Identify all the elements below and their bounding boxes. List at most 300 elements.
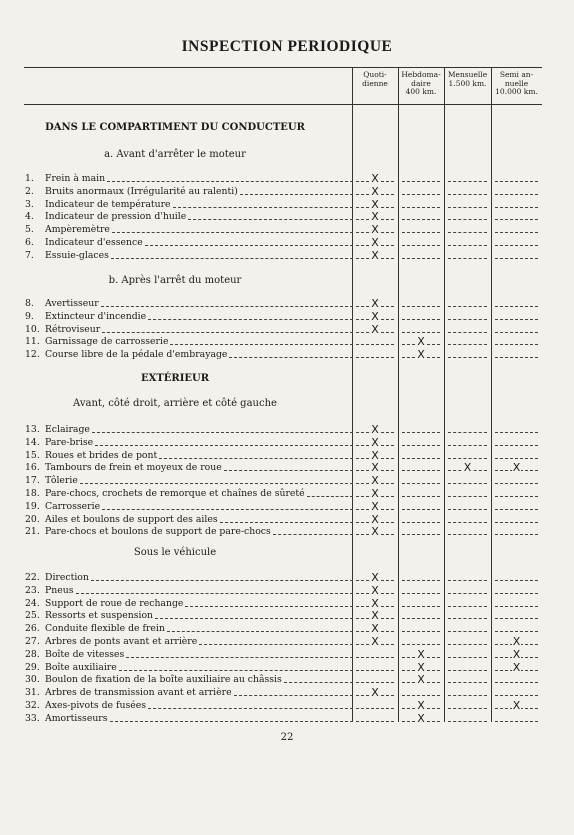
check-cell bbox=[444, 324, 491, 336]
check-cell bbox=[398, 713, 444, 725]
check-cell bbox=[444, 437, 491, 449]
inspection-row bbox=[25, 713, 353, 725]
check-mark: X bbox=[371, 309, 379, 323]
check-mark: X bbox=[371, 236, 379, 249]
check-cell bbox=[352, 224, 398, 236]
item-label: Amortisseurs bbox=[45, 712, 108, 724]
check-cell bbox=[491, 526, 542, 538]
check-cell bbox=[491, 173, 542, 185]
check-cell bbox=[444, 649, 491, 661]
check-cell bbox=[491, 450, 542, 462]
check-cell bbox=[352, 598, 398, 610]
item-number: 5. bbox=[25, 224, 34, 236]
cell-leader bbox=[448, 483, 487, 484]
check-mark: X bbox=[371, 248, 379, 262]
check-mark: X bbox=[371, 525, 379, 539]
check-mark: X bbox=[417, 660, 425, 674]
check-cell bbox=[398, 324, 444, 336]
inspection-row bbox=[25, 224, 353, 236]
inspection-row bbox=[25, 250, 353, 262]
cell-leader bbox=[448, 181, 487, 182]
cell-leader bbox=[495, 721, 538, 722]
check-cell bbox=[444, 687, 491, 699]
check-cell bbox=[491, 649, 542, 661]
leader-dots bbox=[199, 644, 353, 645]
cell-leader bbox=[448, 509, 487, 510]
cell-leader bbox=[495, 606, 538, 607]
item-number: 28. bbox=[25, 648, 40, 660]
inspection-row bbox=[25, 186, 353, 198]
check-mark: X bbox=[371, 583, 379, 597]
check-cell bbox=[491, 585, 542, 597]
cell-leader bbox=[402, 332, 440, 333]
inspection-row bbox=[25, 324, 353, 336]
cell-leader bbox=[448, 708, 487, 709]
leader-dots bbox=[167, 631, 353, 632]
leader-dots bbox=[185, 606, 353, 607]
check-cell bbox=[398, 687, 444, 699]
check-cell bbox=[491, 687, 542, 699]
inspection-row bbox=[25, 450, 353, 462]
inspection-row bbox=[25, 636, 353, 648]
check-cell bbox=[444, 237, 491, 249]
check-cell bbox=[491, 224, 542, 236]
item-label: Tôlerie bbox=[45, 475, 78, 487]
item-number: 10. bbox=[25, 323, 40, 335]
cell-leader bbox=[356, 682, 394, 683]
check-cell bbox=[398, 349, 444, 361]
column-header: Semi an- nuelle 10.000 km. bbox=[495, 70, 538, 96]
cell-leader bbox=[448, 344, 487, 345]
cell-leader bbox=[448, 618, 487, 619]
check-cell bbox=[398, 636, 444, 648]
cell-leader bbox=[448, 445, 487, 446]
leader-dots bbox=[148, 708, 353, 709]
check-cell bbox=[444, 514, 491, 526]
item-label: Pneus bbox=[45, 584, 74, 596]
item-number: 4. bbox=[25, 211, 34, 223]
cell-leader bbox=[402, 631, 440, 632]
cell-leader bbox=[402, 618, 440, 619]
check-cell bbox=[398, 662, 444, 674]
inspection-row bbox=[25, 173, 353, 185]
inspection-row bbox=[25, 424, 353, 436]
check-cell bbox=[491, 237, 542, 249]
item-label: Pare-brise bbox=[45, 436, 94, 448]
leader-dots bbox=[126, 657, 353, 658]
cell-leader bbox=[448, 695, 487, 696]
cell-leader bbox=[495, 319, 538, 320]
cell-leader bbox=[402, 522, 440, 523]
inspection-row bbox=[25, 514, 353, 526]
check-cell bbox=[444, 462, 491, 474]
check-mark: X bbox=[417, 335, 425, 349]
cell-leader bbox=[402, 306, 440, 307]
check-cell bbox=[398, 572, 444, 584]
check-cell bbox=[491, 199, 542, 211]
cell-leader bbox=[495, 232, 538, 233]
check-cell bbox=[352, 488, 398, 500]
leader-dots bbox=[188, 219, 353, 220]
item-number: 1. bbox=[25, 173, 34, 184]
cell-leader bbox=[448, 232, 487, 233]
item-label: Direction bbox=[45, 572, 89, 583]
check-mark: X bbox=[371, 210, 379, 224]
section-subheading: b. Après l'arrêt du moteur bbox=[108, 275, 242, 286]
cell-leader bbox=[495, 534, 538, 535]
check-cell bbox=[444, 173, 491, 185]
cell-leader bbox=[356, 657, 394, 658]
check-cell bbox=[352, 475, 398, 487]
cell-leader bbox=[402, 319, 440, 320]
cell-leader bbox=[495, 593, 538, 594]
item-number: 21. bbox=[25, 526, 40, 538]
cell-leader bbox=[495, 695, 538, 696]
item-label: Pare-chocs et boulons de support de pare-chocs bbox=[45, 526, 271, 538]
cell-leader bbox=[402, 695, 440, 696]
check-mark: X bbox=[371, 435, 379, 449]
item-number: 11. bbox=[25, 336, 40, 348]
item-label: Support de roue de rechange bbox=[45, 597, 184, 609]
cell-leader bbox=[495, 357, 538, 358]
check-cell bbox=[491, 636, 542, 648]
leader-dots bbox=[145, 245, 353, 246]
check-cell bbox=[491, 598, 542, 610]
cell-leader bbox=[448, 332, 487, 333]
cell-leader bbox=[448, 432, 487, 433]
item-label: Indicateur de température bbox=[45, 198, 171, 210]
check-cell bbox=[491, 475, 542, 487]
item-number: 19. bbox=[25, 500, 40, 512]
item-number: 26. bbox=[25, 623, 40, 635]
check-cell bbox=[352, 173, 398, 185]
check-cell bbox=[352, 250, 398, 262]
item-label: Course libre de la pédale d'embrayage bbox=[45, 349, 228, 361]
check-cell bbox=[491, 700, 542, 712]
leader-dots bbox=[240, 194, 353, 195]
check-cell bbox=[352, 298, 398, 310]
cell-leader bbox=[448, 496, 487, 497]
item-label: Bruits anormaux (Irrégularité au ralenti) bbox=[45, 185, 238, 197]
section-subheading: Sous le véhicule bbox=[133, 547, 217, 558]
check-cell bbox=[491, 488, 542, 500]
leader-dots bbox=[95, 445, 353, 446]
inspection-row bbox=[25, 662, 353, 674]
section-subheading: Avant, côté droit, arrière et côté gauche bbox=[73, 398, 277, 409]
item-number: 23. bbox=[25, 584, 40, 596]
cell-leader bbox=[448, 219, 487, 220]
section-subheading: a. Avant d'arrêter le moteur bbox=[104, 149, 246, 160]
item-label: Avertisseur bbox=[45, 298, 99, 309]
check-cell bbox=[444, 450, 491, 462]
inspection-row bbox=[25, 462, 353, 474]
item-label: Essuie-glaces bbox=[45, 249, 109, 261]
item-label: Rétroviseur bbox=[45, 323, 101, 335]
cell-leader bbox=[495, 483, 538, 484]
inspection-row bbox=[25, 700, 353, 712]
check-mark: X bbox=[371, 487, 379, 500]
check-cell bbox=[398, 475, 444, 487]
item-label: Pare-chocs, crochets de remorque et chaînes de sûreté bbox=[45, 488, 305, 499]
item-label: Arbres de ponts avant et arrière bbox=[45, 636, 198, 647]
check-cell bbox=[398, 610, 444, 622]
item-number: 32. bbox=[25, 700, 40, 711]
check-cell bbox=[352, 424, 398, 436]
check-cell bbox=[444, 585, 491, 597]
check-cell bbox=[491, 462, 542, 474]
column-header: Hebdoma- daire 400 km. bbox=[401, 70, 441, 96]
section-heading: DANS LE COMPARTIMENT DU CONDUCTEUR bbox=[45, 122, 305, 133]
inspection-row bbox=[25, 501, 353, 513]
check-cell bbox=[352, 662, 398, 674]
inspection-row bbox=[25, 311, 353, 323]
check-cell bbox=[491, 572, 542, 584]
cell-leader bbox=[402, 580, 440, 581]
check-cell bbox=[352, 623, 398, 635]
cell-leader bbox=[495, 219, 538, 220]
cell-leader bbox=[495, 432, 538, 433]
check-cell bbox=[398, 186, 444, 198]
cell-leader bbox=[448, 670, 487, 671]
cell-leader bbox=[495, 332, 538, 333]
check-cell bbox=[444, 572, 491, 584]
cell-leader bbox=[402, 181, 440, 182]
check-cell bbox=[491, 250, 542, 262]
item-label: Boîte de vitesses bbox=[45, 648, 125, 660]
check-cell bbox=[444, 501, 491, 513]
check-mark: X bbox=[371, 184, 379, 198]
cell-leader bbox=[448, 207, 487, 208]
cell-leader bbox=[448, 319, 487, 320]
cell-leader bbox=[448, 606, 487, 607]
cell-leader bbox=[495, 445, 538, 446]
item-number: 27. bbox=[25, 636, 40, 647]
cell-leader bbox=[402, 445, 440, 446]
check-cell bbox=[491, 324, 542, 336]
inspection-row bbox=[25, 237, 353, 249]
item-number: 30. bbox=[25, 674, 40, 686]
cell-leader bbox=[448, 258, 487, 259]
cell-leader bbox=[356, 708, 394, 709]
item-label: Roues et brides de pont bbox=[45, 449, 158, 461]
leader-dots bbox=[110, 721, 353, 722]
cell-leader bbox=[448, 682, 487, 683]
cell-leader bbox=[495, 522, 538, 523]
cell-leader bbox=[402, 509, 440, 510]
check-cell bbox=[444, 488, 491, 500]
check-cell bbox=[444, 598, 491, 610]
cell-leader bbox=[448, 580, 487, 581]
item-number: 31. bbox=[25, 687, 40, 699]
inspection-row bbox=[25, 526, 353, 538]
cell-leader bbox=[448, 306, 487, 307]
leader-dots bbox=[234, 695, 353, 696]
check-mark: X bbox=[371, 686, 379, 700]
item-number: 15. bbox=[25, 449, 40, 461]
item-number: 22. bbox=[25, 572, 40, 583]
item-label: Indicateur de pression d'huile bbox=[45, 211, 187, 223]
check-cell bbox=[352, 514, 398, 526]
check-cell bbox=[491, 186, 542, 198]
leader-dots bbox=[111, 258, 353, 259]
check-cell bbox=[352, 700, 398, 712]
check-cell bbox=[491, 336, 542, 348]
check-cell bbox=[491, 349, 542, 361]
cell-leader bbox=[495, 344, 538, 345]
section-heading: EXTÉRIEUR bbox=[140, 373, 210, 384]
leader-dots bbox=[112, 232, 353, 233]
leader-dots bbox=[173, 207, 353, 208]
check-cell bbox=[444, 349, 491, 361]
leader-dots bbox=[170, 344, 353, 345]
leader-dots bbox=[92, 432, 353, 433]
check-mark: X bbox=[417, 673, 425, 687]
check-cell bbox=[352, 450, 398, 462]
check-cell bbox=[352, 336, 398, 348]
check-mark: X bbox=[371, 622, 379, 636]
check-mark: X bbox=[512, 660, 521, 674]
check-cell bbox=[444, 623, 491, 635]
item-number: 6. bbox=[25, 237, 34, 248]
inspection-row bbox=[25, 572, 353, 584]
check-cell bbox=[491, 662, 542, 674]
cell-leader bbox=[495, 618, 538, 619]
item-number: 25. bbox=[25, 610, 40, 622]
check-cell bbox=[491, 424, 542, 436]
check-cell bbox=[398, 298, 444, 310]
cell-leader bbox=[402, 496, 440, 497]
check-cell bbox=[444, 636, 491, 648]
check-cell bbox=[398, 700, 444, 712]
item-label: Conduite flexible de frein bbox=[45, 623, 165, 635]
check-mark: X bbox=[512, 635, 521, 648]
item-label: Indicateur d'essence bbox=[45, 237, 143, 248]
leader-dots bbox=[229, 357, 353, 358]
cell-leader bbox=[495, 207, 538, 208]
check-cell bbox=[352, 610, 398, 622]
cell-leader bbox=[448, 458, 487, 459]
check-mark: X bbox=[371, 322, 379, 336]
check-cell bbox=[444, 250, 491, 262]
leader-dots bbox=[107, 181, 353, 182]
check-cell bbox=[444, 311, 491, 323]
check-cell bbox=[398, 598, 444, 610]
leader-dots bbox=[119, 670, 353, 671]
check-cell bbox=[398, 514, 444, 526]
cell-leader bbox=[495, 631, 538, 632]
inspection-row bbox=[25, 687, 353, 699]
header-bottom-rule bbox=[24, 104, 542, 105]
cell-leader bbox=[356, 721, 394, 722]
leader-dots bbox=[76, 593, 353, 594]
cell-leader bbox=[402, 644, 440, 645]
item-label: Ressorts et suspension bbox=[45, 610, 154, 622]
leader-dots bbox=[155, 618, 353, 619]
leader-dots bbox=[102, 509, 353, 510]
inspection-row bbox=[25, 649, 353, 661]
inspection-row bbox=[25, 199, 353, 211]
inspection-row bbox=[25, 336, 353, 348]
leader-dots bbox=[91, 580, 353, 581]
check-cell bbox=[491, 211, 542, 223]
item-label: Carrosserie bbox=[45, 500, 101, 512]
check-mark: X bbox=[371, 448, 379, 462]
inspection-row bbox=[25, 598, 353, 610]
cell-leader bbox=[448, 631, 487, 632]
check-cell bbox=[491, 674, 542, 686]
check-mark: X bbox=[371, 423, 379, 436]
check-mark: X bbox=[463, 461, 472, 475]
inspection-row bbox=[25, 349, 353, 361]
cell-leader bbox=[402, 207, 440, 208]
check-mark: X bbox=[371, 635, 379, 648]
leader-dots bbox=[80, 483, 353, 484]
check-mark: X bbox=[371, 297, 379, 310]
check-cell bbox=[352, 526, 398, 538]
check-cell bbox=[352, 324, 398, 336]
check-cell bbox=[444, 662, 491, 674]
item-number: 2. bbox=[25, 185, 34, 197]
inspection-row bbox=[25, 585, 353, 597]
check-mark: X bbox=[371, 461, 379, 475]
check-mark: X bbox=[371, 474, 379, 488]
leader-dots bbox=[101, 306, 353, 307]
check-cell bbox=[398, 526, 444, 538]
check-cell bbox=[352, 349, 398, 361]
check-cell bbox=[444, 674, 491, 686]
item-number: 17. bbox=[25, 475, 40, 487]
cell-leader bbox=[402, 232, 440, 233]
item-number: 14. bbox=[25, 436, 40, 448]
item-number: 24. bbox=[25, 597, 40, 609]
inspection-row bbox=[25, 298, 353, 310]
item-number: 16. bbox=[25, 462, 40, 474]
cell-leader bbox=[402, 194, 440, 195]
check-cell bbox=[491, 298, 542, 310]
check-cell bbox=[398, 437, 444, 449]
check-cell bbox=[352, 311, 398, 323]
item-number: 8. bbox=[25, 298, 34, 309]
page-number: 22 bbox=[280, 732, 294, 743]
check-mark: X bbox=[371, 571, 379, 584]
check-cell bbox=[352, 501, 398, 513]
check-cell bbox=[444, 610, 491, 622]
check-cell bbox=[491, 501, 542, 513]
check-cell bbox=[398, 173, 444, 185]
cell-leader bbox=[495, 306, 538, 307]
check-cell bbox=[352, 687, 398, 699]
check-cell bbox=[398, 649, 444, 661]
leader-dots bbox=[284, 682, 353, 683]
item-label: Axes-pivots de fusées bbox=[45, 700, 146, 711]
inspection-row bbox=[25, 488, 353, 500]
cell-leader bbox=[402, 593, 440, 594]
item-number: 3. bbox=[25, 198, 34, 210]
column-header: Mensuelle 1.500 km. bbox=[447, 70, 488, 88]
check-cell bbox=[398, 424, 444, 436]
check-mark: X bbox=[371, 596, 379, 610]
check-cell bbox=[352, 636, 398, 648]
cell-leader bbox=[495, 258, 538, 259]
check-mark: X bbox=[417, 699, 425, 712]
cell-leader bbox=[402, 219, 440, 220]
check-cell bbox=[444, 211, 491, 223]
check-mark: X bbox=[512, 699, 521, 712]
check-mark: X bbox=[371, 499, 379, 513]
leader-dots bbox=[148, 319, 353, 320]
check-cell bbox=[352, 199, 398, 211]
item-number: 7. bbox=[25, 249, 34, 261]
